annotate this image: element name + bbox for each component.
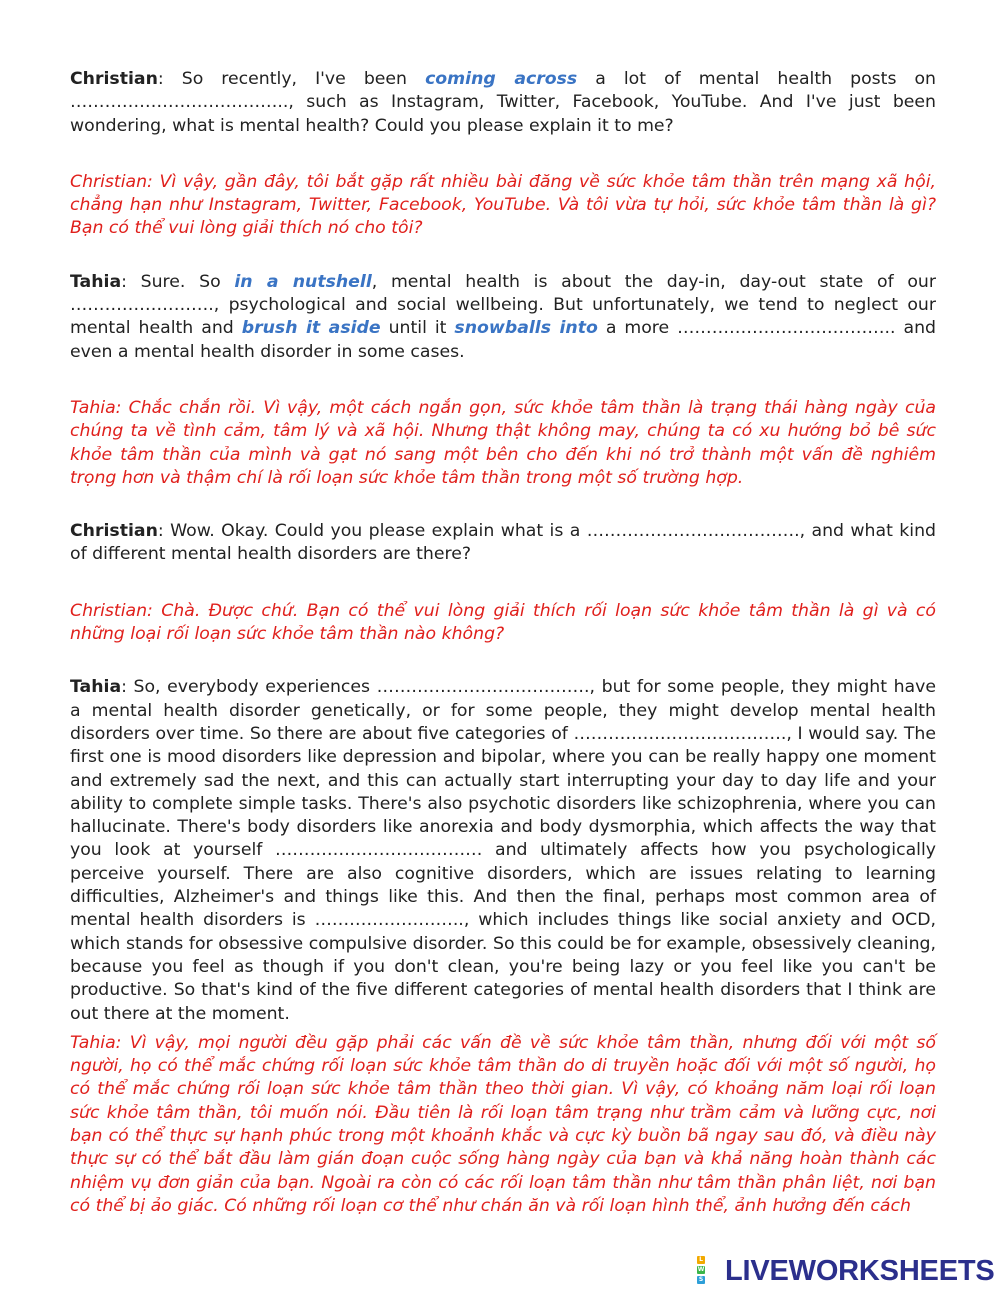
paragraph-text: , such as Instagram, Twitter, Facebook, YouTube. And I've just been wondering, what is mental health? Could you please explain it to me? — [70, 92, 936, 136]
logo-mark-w: W — [697, 1266, 705, 1273]
liveworksheets-logo-icon — [697, 1256, 723, 1286]
paragraph-text: Tahia: Chắc chắn rồi. Vì vậy, một cách ngắn gọn, sức khỏe tâm thần là trạng thái hàng ngày của chúng ta về tình cảm, tâm lý và xã hội. Nhưng thật không may, chúng ta có xu hướng bỏ bê sức khỏe tâm thần của mình và gạt nó sang một bên cho đến khi nó trở thành một vấn đề nghiêm trọng hơn và thậm chí là rối loạn sức khỏe tâm thần trong một số trường hợp. — [70, 397, 936, 488]
logo-text: LIVEWORKSHEETS — [725, 1254, 995, 1287]
paragraph-text: , I would say. The first one is mood disorders like depression and bipolar, where you can be really happy one moment and extremely sad the next, and this can actually start interrupting your day to day life and your ability to complete simple tasks. There's also psychotic disorders like schizophrenia, where you can hallucinate. There's body disorders like anorexia and body dysmorphia, which affects the way that you look at yourself — [70, 723, 936, 861]
paragraph-text: until it — [380, 318, 455, 339]
paragraph-text: Christian: Chà. Được chứ. Bạn có thể vui lòng giải thích rối loạn sức khỏe tâm thần là gì và có những loại rối loạn sức khỏe tâm thần nào không? — [70, 600, 936, 645]
paragraph-text: , mental health is about the day-in, day-out state of our — [371, 271, 936, 292]
speaker-name: Tahia — [70, 271, 122, 292]
highlighted-phrase: brush it aside — [241, 318, 381, 339]
fill-in-blank[interactable]: ………………………………. — [586, 521, 800, 542]
paragraph-text: : So recently, I've been — [157, 69, 426, 89]
dialogue-paragraph — [70, 68, 936, 138]
paragraph-text: : Sure. So — [121, 271, 235, 292]
translation-paragraph — [70, 1032, 936, 1218]
speaker-name: Christian — [70, 69, 158, 89]
fill-in-blank[interactable]: ……………………. — [70, 295, 214, 316]
paragraph-text: and ultimately affects how you psychologically perceive yourself. There are also cognitive disorders, which are issues relating to learning difficulties, Alzheimer's and things like this. And then the final, perhaps most common area of mental health disorders is — [70, 840, 936, 931]
paragraph-text: : So, everybody experiences — [121, 677, 377, 698]
fill-in-blank[interactable]: ……………………………….. — [70, 92, 289, 113]
logo-mark-s: S — [698, 1276, 704, 1283]
highlighted-phrase: in a nutshell — [234, 271, 372, 292]
paragraph-text: Tahia: Vì vậy, mọi người đều gặp phải các vấn đề về sức khỏe tâm thần, nhưng đối với một số người, họ có thể mắc chứng rối loạn sức khỏe tâm thần do di truyền hoặc đối với một số người, họ có thể mắc chứng rối loạn sức khỏe tâm thần theo thời gian. Vì vậy, có khoảng năm loại rối loạn sức khỏe tâm thần, tôi muốn nói. Đầu tiên là rối loạn tâm trạng như trầm cảm và lưỡng cực, nơi bạn có thể thực sự hạnh phúc trong một khoảnh khắc và cực kỳ buồn bã ngay sau đó, và điều này thực sự có thể bắt đầu làm gián đoạn cuộc sống hàng ngày của bạn và khả năng hoàn thành các nhiệm vụ đơn giản của bạn. Ngoài ra còn có các rối loạn tâm thần như tâm thần phân liệt, nơi bạn có thể bị ảo giác. Có những rối loạn cơ thể như chán ăn và rối loạn hình thể, ảnh hưởng đến cách — [70, 1032, 936, 1216]
paragraph-text: a lot of mental health posts on — [577, 69, 937, 89]
logo-mark-l: L — [697, 1256, 705, 1264]
highlighted-phrase: coming across — [425, 69, 578, 89]
paragraph-text: , but for some people, they might have a mental health disorder genetically, or for some people, they might develop mental health disorders over time. So there are about five categories of — [70, 677, 936, 744]
paragraph-text: : Wow. Okay. Could you please explain what is a — [157, 521, 587, 542]
translation-paragraph — [70, 171, 936, 241]
liveworksheets-logo — [697, 1254, 995, 1288]
paragraph-text: , which includes things like social anxiety and OCD, which stands for obsessive compulsive disorder. So this could be for example, obsessively cleaning, because you feel as though if you don't clean, you're being lazy or you feel like you can't be productive. So that's kind of the five different categories of mental health disorders that I think are out there at the moment. — [70, 910, 936, 1024]
speaker-name: Tahia — [70, 677, 122, 698]
fill-in-blank[interactable]: ……………………………… — [275, 840, 483, 861]
paragraph-text: , psychological and social wellbeing. But unfortunately, we tend to neglect our mental health and — [70, 295, 936, 339]
translation-paragraph — [70, 397, 936, 490]
speaker-name: Christian — [70, 521, 158, 542]
dialogue-paragraph — [70, 271, 936, 364]
paragraph-text: , and what kind of different mental health disorders are there? — [70, 521, 936, 565]
fill-in-blank[interactable]: …………………….. — [314, 910, 464, 931]
fill-in-blank[interactable]: ……………………………….. — [677, 318, 896, 339]
worksheet-body — [70, 68, 936, 1218]
highlighted-phrase: snowballs into — [454, 318, 598, 339]
paragraph-text: a more — [597, 318, 678, 339]
fill-in-blank[interactable]: ………………………………. — [376, 677, 590, 698]
paragraph-text: and even a mental health disorder in some cases. — [70, 318, 936, 362]
translation-paragraph — [70, 600, 936, 647]
dialogue-paragraph — [70, 676, 936, 1025]
paragraph-text: Christian: Vì vậy, gần đây, tôi bắt gặp rất nhiều bài đăng về sức khỏe tâm thần trên mạng xã hội, chẳng hạn như Instagram, Twitter, Facebook, YouTube. Và tôi vừa tự hỏi, sức khỏe tâm thần là gì? Bạn có thể vui lòng giải thích nó cho tôi? — [70, 171, 936, 239]
fill-in-blank[interactable]: ………………………………. — [573, 723, 787, 744]
dialogue-paragraph — [70, 520, 936, 567]
